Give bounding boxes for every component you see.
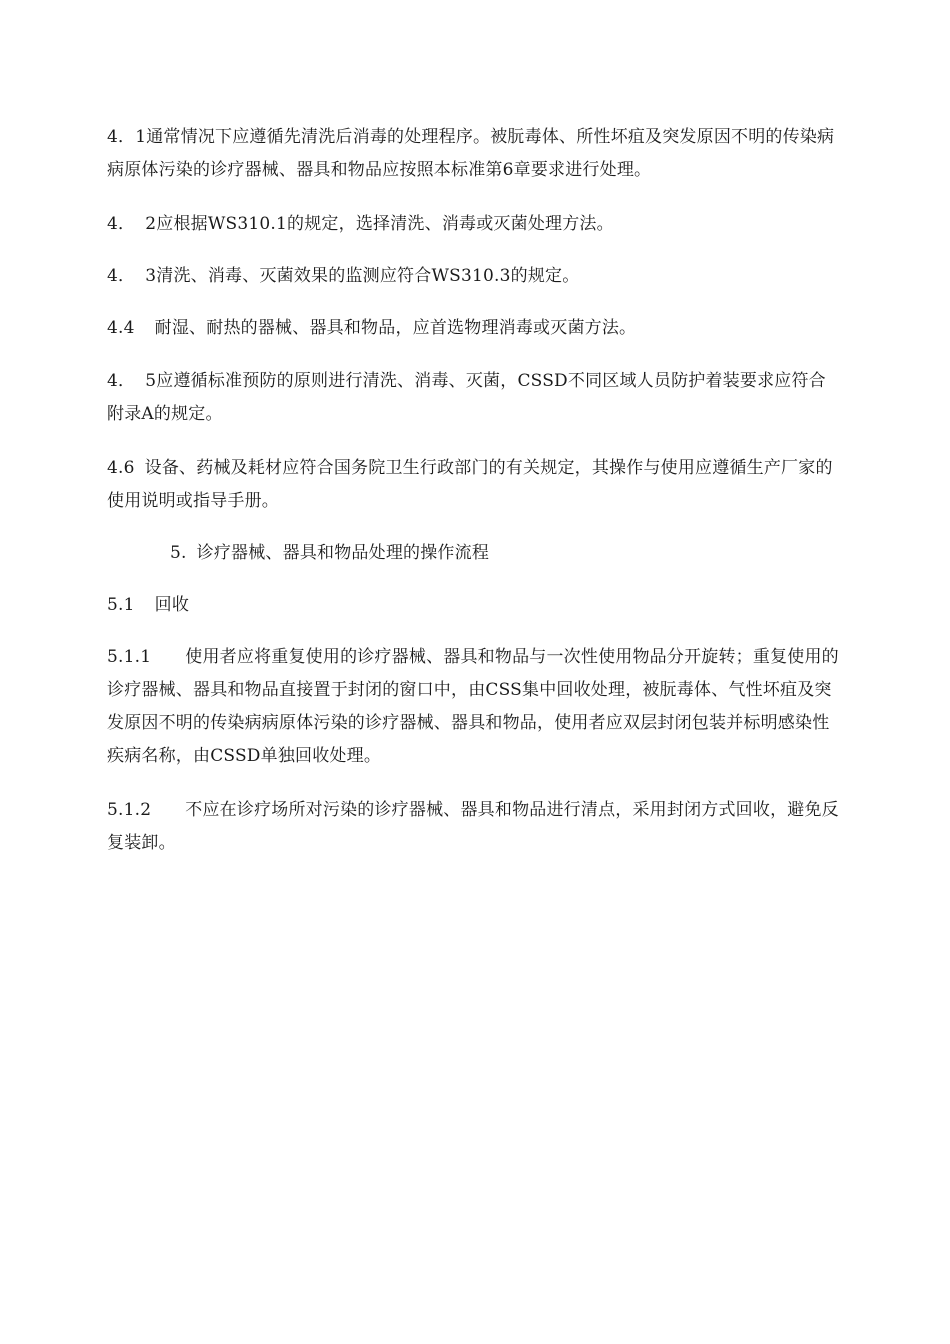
paragraph-number: 4． (107, 266, 136, 286)
paragraph-5-1 (107, 589, 843, 622)
heading-text: 诊疗器械、器具和物品处理的操作流程 (196, 543, 490, 563)
paragraph-4-4 (107, 312, 843, 345)
paragraph-text: 清洗、消毒、灭菌效果的监测应符合WS310.3的规定。 (156, 266, 580, 286)
paragraph-5-1-2 (107, 794, 843, 860)
paragraph-text: 不应在诊疗场所对污染的诊疗器械、器具和物品进行清点，采用封闭方式回收，避免反复装卸。 (107, 800, 839, 853)
paragraph-text: 回收 (154, 595, 190, 615)
paragraph-number: 4.4 (107, 318, 135, 338)
paragraph-number-suffix: 5 (145, 371, 157, 391)
paragraph-4-6 (107, 452, 843, 518)
paragraph-text: 应根据WS310.1的规定，选择清洗、消毒或灭菌处理方法。 (156, 214, 614, 234)
paragraph-text: 耐湿、耐热的器械、器具和物品，应首选物理消毒或灭菌方法。 (154, 318, 637, 338)
paragraph-text: 设备、药械及耗材应符合国务院卫生行政部门的有关规定，其操作与使用应遵循生产厂家的使用说明或指导手册。 (107, 458, 833, 511)
paragraph-text: 应遵循标准预防的原则进行清洗、消毒、灭菌，CSSD不同区域人员防护着装要求应符合附录A的规定。 (107, 371, 826, 424)
paragraph-4-2 (107, 208, 843, 241)
paragraph-4-1 (107, 121, 843, 187)
paragraph-number: 5.1.2 (107, 800, 152, 820)
heading-number: 5. (170, 543, 187, 563)
paragraph-4-3 (107, 260, 843, 293)
paragraph-number: 4． (107, 214, 136, 234)
section-heading-5 (170, 537, 489, 570)
paragraph-number: 5.1 (107, 595, 135, 615)
paragraph-number: 4.6 (107, 458, 135, 478)
paragraph-number-suffix: 3 (145, 266, 157, 286)
paragraph-number: 4． (107, 371, 136, 391)
paragraph-text: 通常情况下应遵循先清洗后消毒的处理程序。被朊毒体、所性坏疽及突发原因不明的传染病病原体污染的诊疗器械、器具和物品应按照本标准第6章要求进行处理。 (107, 127, 835, 180)
paragraph-number-suffix: 2 (145, 214, 157, 234)
paragraph-5-1-1 (107, 641, 843, 773)
paragraph-4-5 (107, 365, 843, 431)
paragraph-number: 4．1 (107, 127, 147, 147)
paragraph-text: 使用者应将重复使用的诊疗器械、器具和物品与一次性使用物品分开旋转；重复使用的诊疗器械、器具和物品直接置于封闭的窗口中，由CSS集中回收处理，被朊毒体、气性坏疽及突发原因不明的传染病病原体污染的诊疗器械、器具和物品，使用者应双层封闭包装并标明感染性疾病名称，由CSSD单独回收处理。 (107, 647, 839, 766)
paragraph-number: 5.1.1 (107, 647, 152, 667)
